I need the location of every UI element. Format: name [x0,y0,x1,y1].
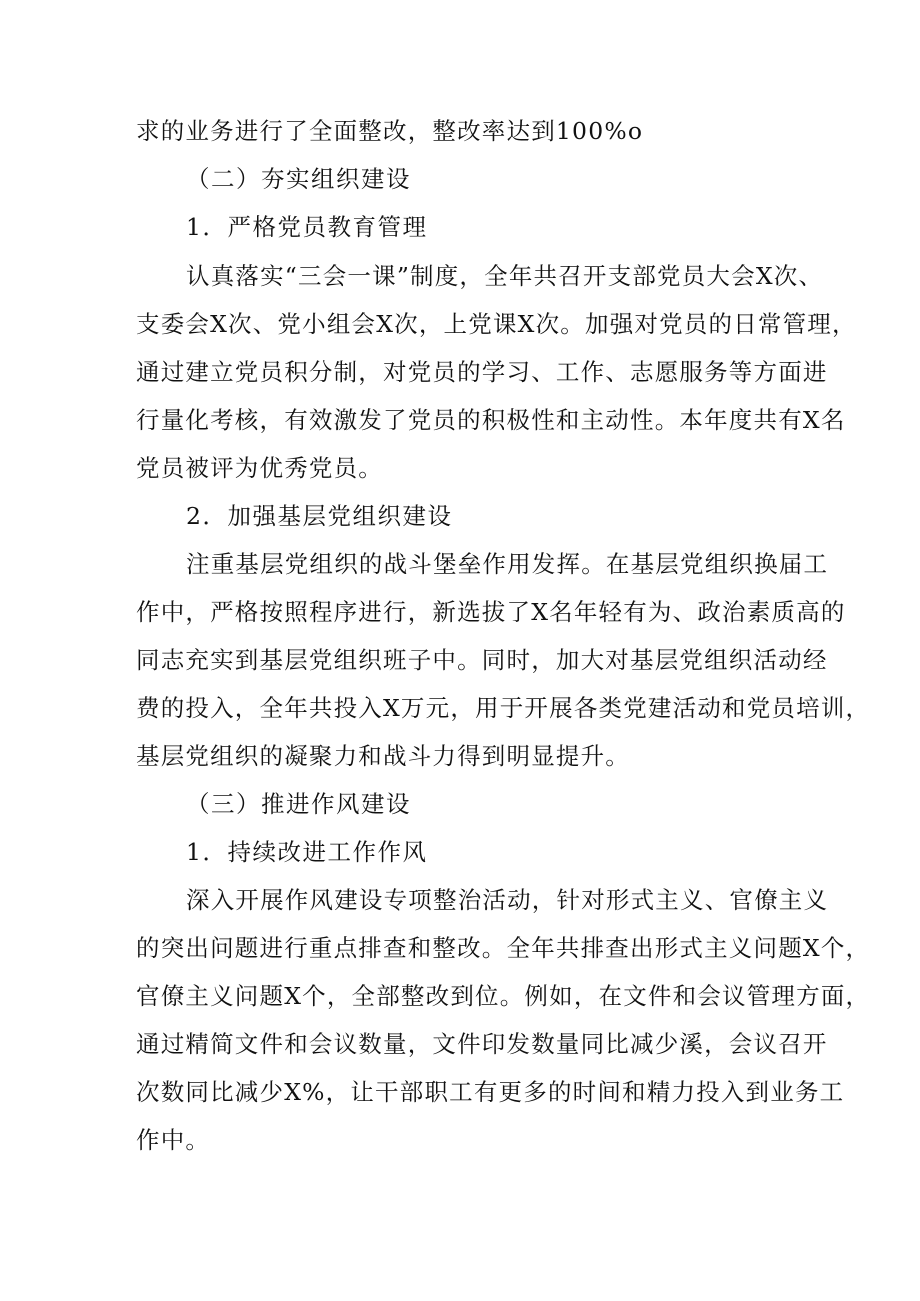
paragraph-line-end: 作中。 [136,1126,211,1154]
section-heading-2: （二）夯实组织建设 [186,165,411,193]
subsection-heading-2-1: 1．严格党员教育管理 [186,213,428,241]
paragraph-line-end: 基层党组织的凝聚力和战斗力得到明显提升。 [136,742,630,770]
subsection-heading-3-1: 1．持续改进工作作风 [186,838,428,866]
paragraph-line: 通过精简文件和会议数量，文件印发数量同比减少溪，会议召开 [136,1030,828,1058]
paragraph-line: 通过建立党员积分制，对党员的学习、工作、志愿服务等方面进 [136,358,828,386]
paragraph-line: 官僚主义问题X个，全部整改到位。例如，在文件和会议管理方面， [136,982,871,1010]
subsection-heading-2-2: 2．加强基层党组织建设 [186,502,453,530]
paragraph-line: 同志充实到基层党组织班子中。同时，加大对基层党组织活动经 [136,646,828,674]
section-heading-3: （三）推进作风建设 [186,790,411,818]
paragraph-line: 行量化考核，有效激发了党员的积极性和主动性。本年度共有X名 [136,406,846,434]
paragraph-line: 次数同比减少X%，让干部职工有更多的时间和精力投入到业务工 [136,1078,845,1106]
paragraph-line: 费的投入，全年共投入X万元，用于开展各类党建活动和党员培训， [136,694,871,722]
paragraph-line: 作中，严格按照程序进行，新选拔了X名年轻有为、政治素质高的 [136,598,846,626]
paragraph-line: 注重基层党组织的战斗堡垒作用发挥。在基层党组织换届工 [186,550,829,578]
paragraph-line-continuation: 求的业务进行了全面整改，整改率达到100%o [136,117,644,145]
paragraph-line: 支委会X次、党小组会X次，上党课X次。加强对党员的日常管理， [136,310,857,338]
paragraph-line: 深入开展作风建设专项整治活动，针对形式主义、官僚主义 [186,886,829,914]
paragraph-line: 的突出问题进行重点排查和整改。全年共排查出形式主义问题X个， [136,934,871,962]
paragraph-line: 认真落实“三会一课”制度，全年共召开支部党员大会X次、 [186,262,824,290]
paragraph-line-end: 党员被评为优秀党员。 [136,454,383,482]
